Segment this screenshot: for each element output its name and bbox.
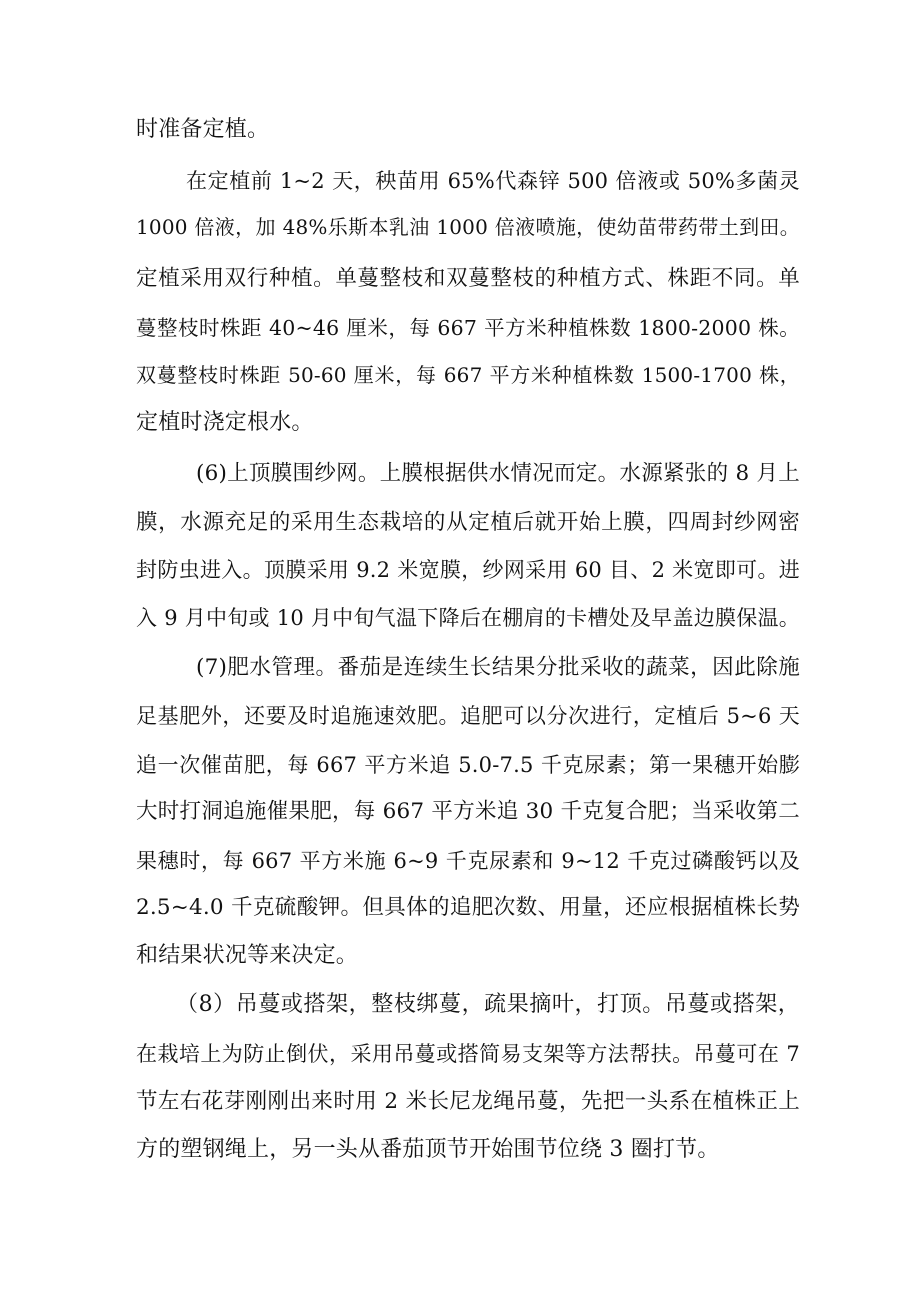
- text-line: (7)肥水管理。番茄是连续生长结果分批采收的蔬菜，因此除施: [196, 655, 800, 680]
- text-line: 足基肥外，还要及时追施速效肥。追肥可以分次进行，定植后 5~6 天: [136, 704, 800, 728]
- text-line: 果穗时，每 667 平方米施 6~9 千克尿素和 9~12 千克过磷酸钙以及: [136, 849, 800, 873]
- text-line: 大时打洞追施催果肥，每 667 平方米追 30 千克复合肥；当采收第二: [136, 799, 800, 824]
- text-line: 定植采用双行种植。单蔓整枝和双蔓整枝的种植方式、株距不同。单: [136, 266, 800, 291]
- text-line: （8）吊蔓或搭架，整枝绑蔓，疏果摘叶，打顶。吊蔓或搭架，: [176, 992, 800, 1017]
- text-line: 定植时浇定根水。: [136, 410, 314, 435]
- text-line: 和结果状况等来决定。: [136, 943, 359, 968]
- text-line: 膜，水源充足的采用生态栽培的从定植后就开始上膜，四周封纱网密: [136, 510, 800, 535]
- text-line: 封防虫进入。顶膜采用 9.2 米宽膜，纱网采用 60 目、2 米宽即可。进: [136, 558, 800, 582]
- text-line: 方的塑钢绳上，另一头从番茄顶节开始围节位绕 3 圈打节。: [136, 1137, 720, 1162]
- text-line: 入 9 月中旬或 10 月中旬气温下降后在棚肩的卡槽处及早盖边膜保温。: [136, 606, 800, 630]
- text-line: 双蔓整枝时株距 50-60 厘米，每 667 平方米种植株数 1500-1700 株，: [136, 363, 800, 387]
- text-line: 在定植前 1~2 天，秧苗用 65%代森锌 500 倍液或 50%多菌灵: [186, 169, 800, 193]
- text-line: 追一次催苗肥，每 667 平方米追 5.0-7.5 千克尿素；第一果穗开始膨: [136, 753, 800, 777]
- text-line: 2.5~4.0 千克硫酸钾。但具体的追肥次数、用量，还应根据植株长势: [136, 895, 800, 920]
- text-line: 蔓整枝时株距 40~46 厘米，每 667 平方米种植株数 1800-2000 株。: [136, 316, 800, 340]
- text-line: 时准备定植。: [136, 117, 270, 142]
- text-line: (6)上顶膜围纱网。上膜根据供水情况而定。水源紧张的 8 月上: [196, 461, 800, 486]
- text-line: 1000 倍液，加 48%乐斯本乳油 1000 倍液喷施，使幼苗带药带土到田。: [136, 215, 800, 239]
- text-line: 节左右花芽刚刚出来时用 2 米长尼龙绳吊蔓，先把一头系在植株正上: [136, 1089, 800, 1114]
- text-line: 在栽培上为防止倒伏，采用吊蔓或搭简易支架等方法帮扶。吊蔓可在 7: [136, 1042, 800, 1066]
